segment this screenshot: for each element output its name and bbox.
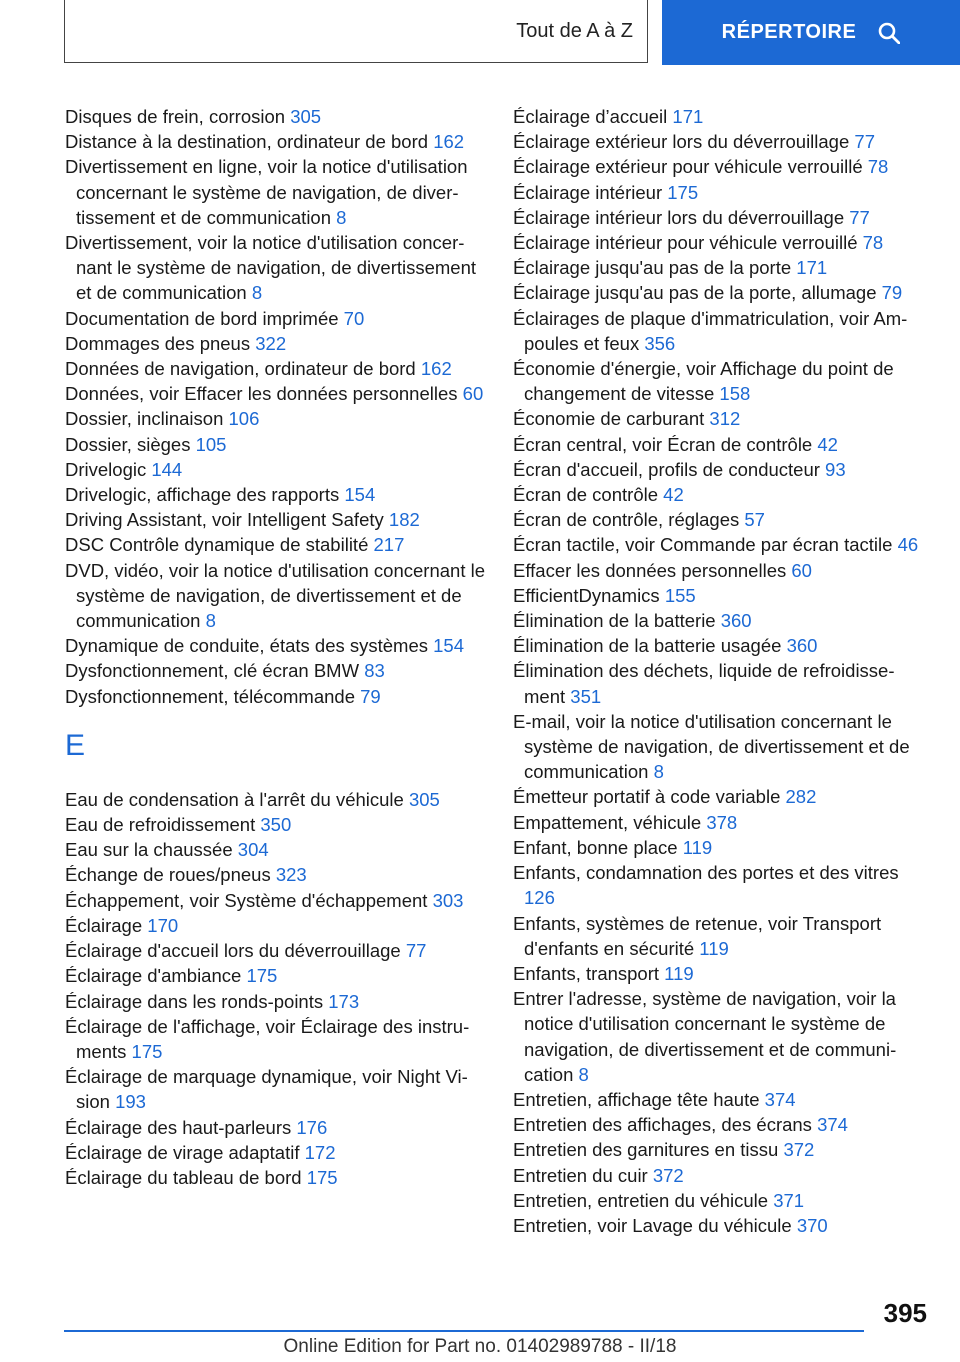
index-entry-text: Écran de contrôle: [513, 484, 659, 506]
page-link[interactable]: 79: [881, 282, 903, 304]
page-link[interactable]: 8: [205, 610, 216, 632]
page-link[interactable]: 172: [304, 1141, 336, 1163]
tab-repertoire[interactable]: [662, 0, 960, 65]
page-link[interactable]: 356: [644, 332, 676, 354]
index-entry: [65, 507, 485, 532]
page-link[interactable]: 175: [667, 181, 699, 203]
page-link[interactable]: 372: [652, 1164, 684, 1186]
page-number: 395: [883, 1298, 927, 1328]
index-entry: [65, 129, 485, 154]
page-link[interactable]: 78: [862, 232, 884, 254]
index-entry: [65, 104, 485, 129]
index-entry-text: Disques de frein, corrosion: [65, 106, 286, 127]
index-entry-text: DSC Contrôle dynamique de stabilité: [65, 534, 369, 556]
index-entry: [65, 432, 485, 457]
index-entry: [513, 1163, 928, 1188]
index-entry-text: Empattement, véhicule: [513, 811, 702, 833]
page-link[interactable]: 176: [296, 1116, 328, 1138]
index-entry: [513, 280, 928, 305]
index-entry-text: Dommages des pneus: [65, 332, 251, 354]
page-link[interactable]: 323: [275, 864, 307, 886]
index-entry: [513, 709, 928, 785]
page-link[interactable]: 78: [867, 156, 889, 178]
index-entry-text: Écran de contrôle, réglages: [513, 509, 740, 531]
index-entry: [513, 860, 928, 910]
page-link[interactable]: 175: [246, 965, 278, 987]
index-entry: [65, 306, 485, 331]
index-entry-text: Divertissement, voir la notice d'utilisation concernant le système de navigation, de divertissement et de communication: [65, 232, 477, 304]
page-link[interactable]: 378: [706, 811, 738, 833]
index-entry-text: Éclairage jusqu'au pas de la porte: [513, 257, 792, 279]
page-link[interactable]: 162: [420, 358, 452, 380]
index-entry: [513, 835, 928, 860]
index-entry: [513, 986, 928, 1087]
index-entry-text: Divertissement en ligne, voir la notice d'utilisation concernant le système de navigation, de divertissement et de communication: [65, 156, 468, 228]
index-entry-text: Économie d'énergie, voir Affichage du point de changement de vitesse: [513, 358, 894, 405]
index-entry: [513, 810, 928, 835]
index-entry: [513, 406, 928, 431]
index-entry: [513, 1087, 928, 1112]
index-entry-text: Élimination de la batterie: [513, 610, 716, 632]
search-icon: [878, 22, 900, 44]
index-entry-text: Éclairage intérieur: [513, 181, 663, 203]
page-link[interactable]: 57: [744, 509, 765, 531]
page-link[interactable]: 83: [364, 660, 385, 682]
page-link[interactable]: 305: [408, 788, 440, 810]
index-entry-text: Éclairage intérieur pour véhicule verrouillé: [513, 232, 858, 254]
index-entry: [65, 230, 485, 306]
index-entry-text: Échappement, voir Système d'échappement: [65, 889, 428, 911]
page-link[interactable]: 371: [773, 1189, 805, 1211]
page-link[interactable]: 60: [462, 383, 484, 405]
index-entry-text: Dossier, sièges: [65, 433, 191, 455]
index-entry: [65, 684, 485, 709]
page-link[interactable]: 154: [344, 484, 376, 506]
index-entry-text: Entrer l'adresse, système de navigation, voir la notice d'utilisation concernant le système de navigation, de divertissement et de communication: [513, 988, 897, 1085]
index-entry-text: Dossier, inclinaison: [65, 408, 224, 430]
index-entry-text: Éclairage des haut-parleurs: [65, 1116, 292, 1138]
index-entry-text: Données de navigation, ordinateur de bord: [65, 358, 416, 380]
index-entry-text: Driving Assistant, voir Intelligent Safety: [65, 509, 384, 531]
index-entry-text: Drivelogic, affichage des rapports: [65, 484, 340, 506]
page-link[interactable]: 374: [817, 1114, 848, 1136]
page-link[interactable]: 106: [228, 408, 260, 430]
index-entry-text: Entretien, voir Lavage du véhicule: [513, 1214, 792, 1236]
index-entry: [65, 963, 485, 988]
page-link[interactable]: 193: [115, 1091, 146, 1113]
index-entry: [513, 180, 928, 205]
index-entry: [65, 1064, 485, 1114]
index-entry: [513, 608, 928, 633]
index-entry-text: Éclairage: [65, 914, 143, 936]
index-entry-text: Distance à la destination, ordinateur de bord: [65, 131, 429, 153]
index-entry: [65, 381, 485, 406]
page-link[interactable]: 312: [709, 408, 741, 430]
index-entry-text: Dysfonctionnement, clé écran BMW: [65, 660, 360, 682]
page-link[interactable]: 158: [719, 383, 751, 405]
index-entry: [513, 104, 928, 129]
index-entry: [65, 482, 485, 507]
index-entry: [65, 658, 485, 683]
page-link[interactable]: 282: [785, 786, 817, 808]
index-entry: [513, 306, 928, 356]
page-link[interactable]: 79: [360, 685, 381, 707]
index-entry-text: Entretien des affichages, des écrans: [513, 1114, 812, 1136]
page-link[interactable]: 93: [825, 458, 846, 480]
page-link[interactable]: 171: [672, 106, 704, 127]
page-link[interactable]: 119: [682, 836, 713, 858]
index-entry: [513, 1213, 928, 1238]
index-entry: [513, 432, 928, 457]
index-entry-text: Éclairage de marquage dynamique, voir Night Vision: [65, 1066, 468, 1113]
index-entry-text: Eau de refroidissement: [65, 814, 256, 836]
index-entry-text: Écran tactile, voir Commande par écran tactile: [513, 534, 893, 556]
page-link[interactable]: 322: [255, 332, 287, 354]
index-entry-text: Enfants, condamnation des portes et des vitres: [513, 862, 899, 884]
page-link[interactable]: 144: [151, 458, 183, 480]
index-entry-text: Éclairage extérieur lors du déverrouillage: [513, 131, 850, 153]
index-entry: [513, 255, 928, 280]
page-link[interactable]: 175: [306, 1166, 338, 1188]
index-entry: [513, 154, 928, 179]
index-entry-text: Effacer les données personnelles: [513, 559, 787, 581]
index-entry: [513, 658, 928, 708]
index-entry: [513, 457, 928, 482]
index-entry-text: Éclairage extérieur pour véhicule verrouillé: [513, 156, 863, 178]
tab-repertoire-label: RÉPERTOIRE: [721, 21, 857, 43]
page-link[interactable]: 360: [720, 610, 752, 632]
index-entry-text: Écran central, voir Écran de contrôle: [513, 433, 813, 455]
index-entry: [65, 406, 485, 431]
page-link[interactable]: 8: [578, 1063, 589, 1085]
index-list-e: [65, 787, 485, 1190]
index-entry-text: Éclairage de virage adaptatif: [65, 1141, 300, 1163]
index-entry: [65, 812, 485, 837]
index-entry: [513, 205, 928, 230]
index-entry-text: Eau de condensation à l'arrêt du véhicule: [65, 788, 404, 810]
index-entry: [65, 1014, 485, 1064]
index-entry: [513, 129, 928, 154]
page-link[interactable]: 350: [260, 814, 292, 836]
section-letter: E: [65, 728, 86, 762]
page-link[interactable]: 105: [195, 433, 227, 455]
page-link[interactable]: 77: [405, 940, 427, 962]
index-entry: [65, 457, 485, 482]
index-entry-text: Éclairage d'accueil lors du déverrouillage: [65, 940, 401, 962]
index-column-right: [513, 104, 928, 1238]
index-entry-text: Enfants, transport: [513, 962, 660, 984]
index-entry-text: EfficientDynamics: [513, 584, 660, 606]
index-entry-text: Éclairage d'ambiance: [65, 965, 242, 987]
index-entry: [65, 1115, 485, 1140]
page-link[interactable]: 126: [524, 887, 555, 909]
index-entry-text: Élimination de la batterie usagée: [513, 635, 782, 657]
page-link[interactable]: 175: [131, 1040, 163, 1062]
index-entry-text: Écran d'accueil, profils de conducteur: [513, 458, 820, 480]
index-entry: [65, 837, 485, 862]
page-link[interactable]: 372: [783, 1139, 815, 1161]
index-entry: [513, 230, 928, 255]
index-entry: [513, 1137, 928, 1162]
page-link[interactable]: 374: [764, 1088, 796, 1110]
index-entry-text: DVD, vidéo, voir la notice d'utilisation concernant le système de navigation, de divertissement et de communication: [65, 559, 485, 632]
index-entry: [513, 482, 928, 507]
page-link[interactable]: 351: [570, 685, 602, 707]
page-link[interactable]: 42: [663, 484, 684, 506]
index-list-e-continued: [513, 104, 928, 1238]
index-entry: [65, 938, 485, 963]
index-entry-text: Émetteur portatif à code variable: [513, 786, 781, 808]
index-entry-text: Drivelogic: [65, 458, 147, 480]
index-entry-text: Documentation de bord imprimée: [65, 307, 339, 329]
index-entry-text: Éclairage d’accueil: [513, 106, 668, 127]
page-link[interactable]: 182: [388, 509, 420, 531]
index-entry-text: Économie de carburant: [513, 408, 705, 430]
page-link[interactable]: 8: [653, 761, 664, 783]
index-entry: [513, 1188, 928, 1213]
index-entry-text: Dynamique de conduite, états des systèmes: [65, 635, 428, 657]
index-entry: [65, 331, 485, 356]
tab-a-to-z-label: Tout de A à Z: [516, 19, 633, 42]
index-entry-text: Entretien, affichage tête haute: [513, 1088, 760, 1110]
index-entry-text: Élimination des déchets, liquide de refroidissement: [513, 660, 895, 707]
index-entry-text: E-mail, voir la notice d'utilisation concernant le système de navigation, de divertissement et de communication: [513, 710, 910, 783]
page-link[interactable]: 154: [433, 635, 465, 657]
index-entry-text: Enfants, systèmes de retenue, voir Transport d'enfants en sécurité: [513, 912, 882, 959]
index-entry: [65, 154, 485, 230]
index-entry: [65, 862, 485, 887]
page-link[interactable]: 119: [664, 962, 694, 984]
page-link[interactable]: 304: [237, 839, 269, 861]
page-link[interactable]: 217: [373, 534, 405, 556]
page-link[interactable]: 77: [854, 131, 875, 153]
index-entry-text: Données, voir Effacer les données personnelles: [65, 383, 458, 405]
page-link[interactable]: 173: [328, 990, 360, 1012]
page-link[interactable]: 119: [699, 937, 729, 959]
page-link[interactable]: 305: [290, 106, 322, 127]
index-entry-text: Échange de roues/pneus: [65, 864, 271, 886]
index-entry: [513, 633, 928, 658]
index-entry: [513, 784, 928, 809]
page-link[interactable]: 155: [664, 584, 696, 606]
index-entry: [65, 633, 485, 658]
tab-a-to-z[interactable]: [64, 0, 648, 63]
page-link[interactable]: 370: [796, 1214, 828, 1236]
index-entry: [65, 913, 485, 938]
index-entry: [513, 583, 928, 608]
index-entry: [65, 532, 485, 557]
index-entry: [65, 888, 485, 913]
page-link[interactable]: 77: [849, 206, 870, 228]
index-entry-text: Éclairage du tableau de bord: [65, 1166, 302, 1188]
page-link[interactable]: 70: [343, 307, 365, 329]
index-entry: [65, 989, 485, 1014]
index-entry: [513, 961, 928, 986]
page-link[interactable]: 171: [796, 257, 828, 279]
page-link[interactable]: 46: [897, 534, 919, 556]
index-entry: [65, 356, 485, 381]
index-entry: [513, 356, 928, 406]
index-entry: [65, 787, 485, 812]
index-entry: [513, 1112, 928, 1137]
page-link[interactable]: 8: [336, 206, 347, 228]
index-entry: [513, 532, 928, 557]
page-link[interactable]: 170: [147, 914, 179, 936]
index-entry-text: Éclairage dans les ronds-points: [65, 990, 324, 1012]
footer-divider: [64, 1330, 864, 1332]
index-entry-text: Entretien, entretien du véhicule: [513, 1189, 769, 1211]
index-entry-text: Entretien du cuir: [513, 1164, 648, 1186]
index-entry-text: Éclairage jusqu'au pas de la porte, allumage: [513, 282, 877, 304]
page-link[interactable]: 162: [433, 131, 465, 153]
index-entry: [513, 911, 928, 961]
index-entry-text: Entretien des garnitures en tissu: [513, 1139, 779, 1161]
index-entry-text: Éclairage intérieur lors du déverrouillage: [513, 206, 845, 228]
page-link[interactable]: 8: [251, 282, 263, 304]
index-entry-text: Dysfonctionnement, télécommande: [65, 685, 355, 707]
index-column-left: [65, 104, 485, 1190]
index-entry: [65, 1165, 485, 1190]
footer-edition: Online Edition for Part no. 01402989788 - II/18: [283, 1336, 677, 1357]
index-entry-text: Éclairage de l'affichage, voir Éclairage des instruments: [65, 1015, 470, 1062]
index-entry-text: Eau sur la chaussée: [65, 839, 233, 861]
index-entry: [65, 558, 485, 634]
index-entry-text: Enfant, bonne place: [513, 836, 678, 858]
index-entry: [513, 558, 928, 583]
index-list-d: [65, 104, 485, 709]
index-entry-text: Éclairages de plaque d'immatriculation, voir Ampoules et feux: [513, 307, 908, 354]
page-link[interactable]: 60: [791, 559, 812, 581]
page-link[interactable]: 360: [786, 635, 818, 657]
index-entry: [513, 507, 928, 532]
page-link[interactable]: 42: [817, 433, 838, 455]
index-entry: [65, 1140, 485, 1165]
page-link[interactable]: 303: [432, 889, 464, 911]
